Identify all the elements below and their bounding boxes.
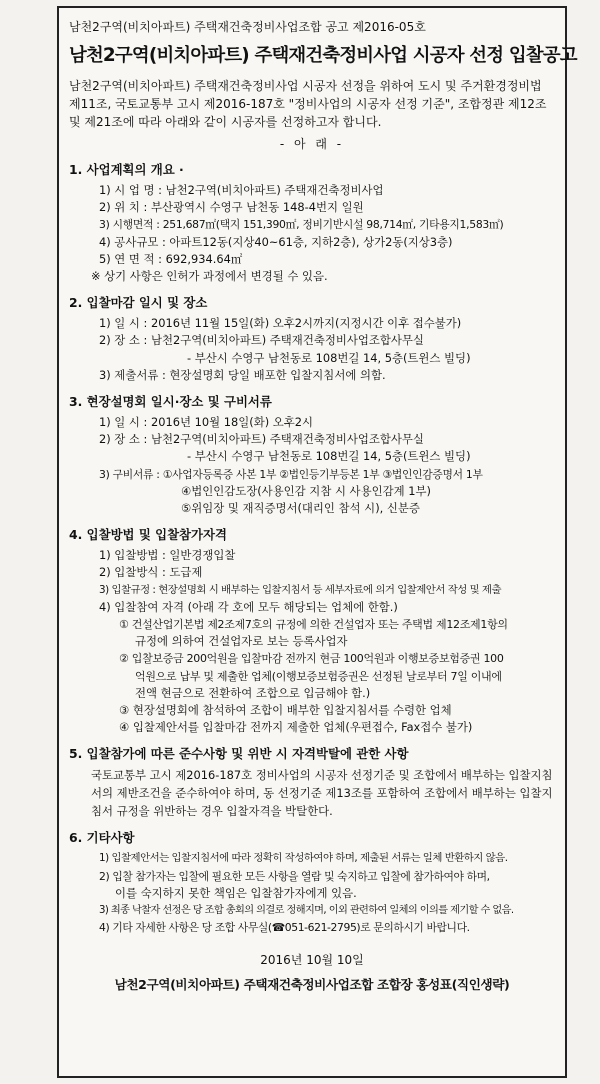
section-4-row: ② 입찰보증금 200억원을 입찰마감 전까지 현금 100억원과 이행보증보험증권 100 <box>119 652 504 666</box>
notice-frame <box>57 6 577 1078</box>
section-4-row: ④ 입찰제안서를 입찰마감 전까지 제출한 업체(우편접수, Fax접수 불가) <box>119 720 473 735</box>
section-3-title: 3. 현장설명회 일시·장소 및 구비서류 <box>69 394 272 410</box>
section-3-row: - 부산시 수영구 남천동로 108번길 14, 5층(트윈스 빌딩) <box>187 449 471 464</box>
section-3-row: 1) 일 시 : 2016년 10월 18일(화) 오후2시 <box>99 415 314 430</box>
notice-number: 남천2구역(비치아파트) 주택재건축정비사업조합 공고 제2016-05호 <box>69 20 426 34</box>
section-2-row: 1) 일 시 : 2016년 11월 15일(화) 오후2시까지(지정시간 이후 접수불가) <box>99 316 462 331</box>
section-4-row: 2) 입찰방식 : 도급제 <box>99 565 203 580</box>
section-1-row: 2) 위 치 : 부산광역시 수영구 남천동 148-4번지 일원 <box>99 200 364 215</box>
section-6-row: 2) 입찰 참가자는 입찰에 필요한 모든 사항을 열람 및 숙지하고 입찰에 참가하여야 하며, <box>99 869 490 883</box>
section-1-row: 3) 시행면적 : 251,687㎡(택지 151,390㎡, 정비기반시설 98,714㎡, 기타용지1,583㎡) <box>99 218 504 232</box>
section-6-row: 3) 최종 낙찰자 선정은 당 조합 총회의 의결로 정해지며, 이외 관련하여 일체의 이의를 제기할 수 없음. <box>99 905 514 917</box>
section-3-row: ④법인인감도장(사용인감 지참 시 사용인감계 1부) <box>181 483 431 498</box>
section-4-row: ① 건설산업기본법 제2조제7호의 규정에 의한 건설업자 또는 주택법 제12조제1항의 <box>119 618 508 632</box>
section-6-row: 이를 숙지하지 못한 책임은 입찰참가자에게 있음. <box>115 885 357 900</box>
section-4-row: ③ 현장설명회에 참석하여 조합이 배부한 입찰지침서를 수령한 업체 <box>119 703 452 718</box>
section-6-row: 1) 입찰제안서는 입찰지침서에 따라 정확히 작성하여야 하며, 제출된 서류는 일체 반환하지 않음. <box>99 852 508 865</box>
section-1-row: 4) 공사규모 : 아파트12동(지상40~61층, 지하2층), 상가2동(지상3층) <box>99 234 453 249</box>
section-5-text: 국토교통부 고시 제2016-187호 정비사업의 시공자 선정기준 및 조합에서 배부하는 입찰지침서의 제반조건을 준수하여야 하며, 동 선정기준 제13조를 포함하여 조합에서 배부하는 입찰지침서 규정을 위반하는 경우 입찰자격을 박탈한다. <box>91 768 553 819</box>
section-2-row: 2) 장 소 : 남천2구역(비치아파트) 주택재건축정비사업조합사무실 <box>99 333 424 348</box>
section-4-row: 3) 입찰규정 : 현장설명회 시 배부하는 입찰지침서 등 세부자료에 의거 입찰제안서 작성 및 제출 <box>99 583 501 596</box>
section-4-row: 4) 입찰참여 자격 (아래 각 호에 모두 해당되는 업체에 한함.) <box>99 599 398 614</box>
section-2-title: 2. 입찰마감 일시 및 장소 <box>69 295 208 311</box>
section-6-title: 6. 기타사항 <box>69 830 135 846</box>
issuer-signature-line: 남천2구역(비치아파트) 주택재건축정비사업조합 조합장 홍성표(직인생략) <box>114 976 510 992</box>
section-2-row: - 부산시 수영구 남천동로 108번길 14, 5층(트윈스 빌딩) <box>187 350 471 365</box>
section-1-title: 1. 사업계획의 개요 · <box>69 162 184 177</box>
notice-title: 남천2구역(비치아파트) 주택재건축정비사업 시공자 선정 입찰공고 <box>69 45 577 66</box>
section-6-row: 4) 기타 자세한 사항은 당 조합 사무실(☎051-621-2795)로 문의하시기 바랍니다. <box>99 921 470 935</box>
section-3-row: ⑤위임장 및 재직증명서(대리인 참석 시), 신분증 <box>181 501 420 516</box>
section-3-row: 2) 장 소 : 남천2구역(비치아파트) 주택재건축정비사업조합사무실 <box>99 432 424 447</box>
below-marker: - 아 래 - <box>279 137 345 151</box>
section-4-row: 1) 입찰방법 : 일반경쟁입찰 <box>99 548 236 563</box>
section-4-row: 억원으로 납부 및 제출한 업체(이행보증보험증권은 선정된 날로부터 7일 이내에 <box>135 669 502 683</box>
section-5-title: 5. 입찰참가에 따른 준수사항 및 위반 시 자격박탈에 관한 사항 <box>69 746 409 762</box>
section-3-row: 3) 구비서류 : ①사업자등록증 사본 1부 ②법인등기부등본 1부 ③법인인감증명서 1부 <box>99 467 483 481</box>
intro-paragraph: 남천2구역(비치아파트) 주택재건축정비사업 시공자 선정을 위하여 도시 및 주거환경정비법 제11조, 국토교통부 고시 제2016-187호 "정비사업의 시공자 선정 기준", 조합정관 제12조 및 제21조에 따라 아래와 같이 시공자를 선정하고자 합니다. <box>69 79 547 129</box>
notice-date: 2016년 10월 10일 <box>260 952 364 967</box>
section-2-row: 3) 제출서류 : 현장설명회 당일 배포한 입찰지침서에 의함. <box>99 367 386 382</box>
section-1-row: 5) 연 면 적 : 692,934.64㎡ <box>99 251 243 266</box>
section-1-row: 1) 시 업 명 : 남천2구역(비치아파트) 주택재건축정비사업 <box>99 183 384 197</box>
section-1-note: ※ 상기 사항은 인허가 과정에서 변경될 수 있음. <box>91 269 328 284</box>
section-4-row: 전액 현금으로 전환하여 조합으로 입금해야 함.) <box>135 685 371 700</box>
section-4-title: 4. 입찰방법 및 입찰참가자격 <box>69 527 227 543</box>
section-4-row: 규정에 의하여 건설업자로 보는 등록사업자 <box>135 634 348 649</box>
